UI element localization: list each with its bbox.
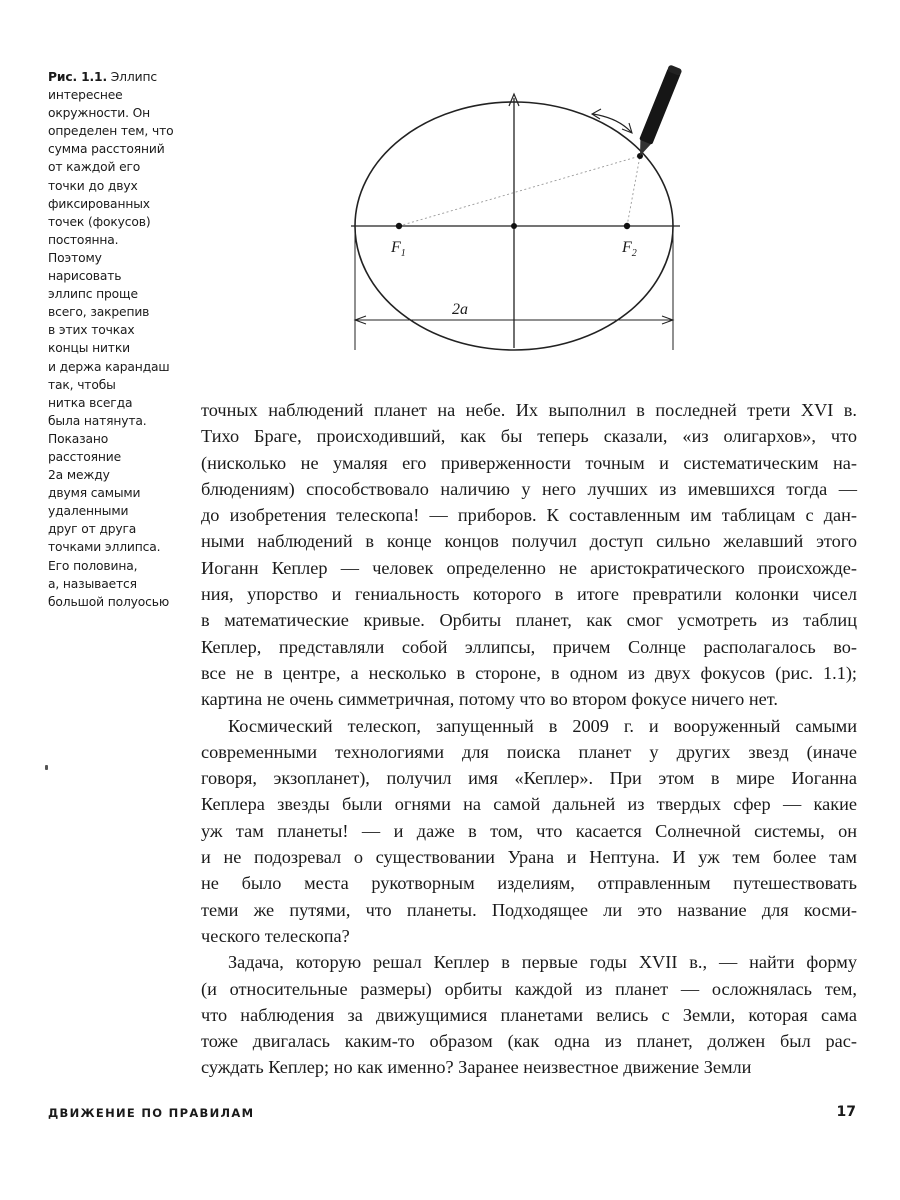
text-line: современными технологиями для поиска планет у других звезд (иначе bbox=[201, 741, 857, 762]
focus-point-2 bbox=[624, 223, 630, 229]
caption-line: фиксированных bbox=[48, 196, 150, 211]
caption-line: Поэтому bbox=[48, 250, 102, 265]
text-line: блюдениям) способствовало наличию у него лучших из имевшихся тогда — bbox=[201, 478, 857, 499]
caption-line: и держа карандаш bbox=[48, 359, 170, 374]
figure-caption bbox=[48, 68, 186, 611]
motion-arrow bbox=[593, 114, 631, 132]
text-line: ческого телескопа? bbox=[201, 925, 350, 946]
caption-line: большой полуосью bbox=[48, 594, 170, 609]
running-footer-title: ДВИЖЕНИЕ ПО ПРАВИЛАМ bbox=[48, 1106, 255, 1120]
text-line: Тихо Браге, происходивший, как бы теперь сказали, «из олигархов», что bbox=[201, 426, 857, 447]
print-speck bbox=[45, 765, 48, 770]
caption-line: всего, закрепив bbox=[48, 305, 150, 320]
caption-line: Показано bbox=[48, 431, 109, 446]
caption-line: a, называется bbox=[48, 576, 137, 591]
text-line: Кеплер, представляли собой эллипсы, причем Солнце располагалось во- bbox=[201, 636, 857, 657]
caption-line: 2a между bbox=[48, 468, 110, 483]
caption-line: эллипс проще bbox=[48, 287, 138, 302]
caption-line: расстояние bbox=[48, 449, 122, 464]
text-line: Задача, которую решал Кеплер в первые годы XVII в., — найти форму bbox=[228, 952, 857, 973]
text-line: ния, упорство и гениальность которого в итоге превратили колонки чисел bbox=[201, 584, 857, 605]
string-line-f1 bbox=[399, 156, 640, 226]
pencil-icon bbox=[634, 64, 683, 158]
caption-line: двумя самыми bbox=[48, 486, 141, 501]
text-line: уж там планеты! — и даже в том, что касается Солнечной системы, он bbox=[201, 820, 857, 841]
text-line: не было места рукотворным изделиям, отправленным путешествовать bbox=[201, 873, 857, 894]
focus-point-1 bbox=[396, 223, 402, 229]
text-line: тоже двигалась каким-то образом (как одна из планет, должен был рас- bbox=[201, 1031, 857, 1052]
text-line: до изобретения телескопа! — приборов. К составленным им таблицам с дан- bbox=[201, 505, 857, 526]
focus-label-2: $F_2$ bbox=[622, 239, 637, 259]
caption-line: окружности. Он bbox=[48, 106, 151, 121]
caption-line: точек (фокусов) bbox=[48, 214, 151, 229]
caption-line: определен тем, что bbox=[48, 124, 174, 139]
text-line: все не в центре, а несколько в стороне, в одном из двух фокусов (рис. 1.1); bbox=[201, 662, 857, 683]
ellipse-figure bbox=[335, 58, 705, 368]
text-line: ными наблюдений в конце концов получил доступ сильно желавший этого bbox=[201, 531, 857, 552]
caption-line: интереснее bbox=[48, 88, 123, 103]
caption-line: нарисовать bbox=[48, 269, 122, 284]
text-line: (и относительные размеры) орбиты каждой из планет — осложнялась тем, bbox=[201, 978, 857, 999]
focus-label-1: $F_1$ bbox=[391, 239, 406, 259]
text-line: суждать Кеплер; но как именно? Заранее неизвестное движение Земли bbox=[201, 1057, 752, 1078]
caption-line: была натянута. bbox=[48, 413, 147, 428]
main-text bbox=[201, 397, 857, 1081]
body-paragraph bbox=[201, 949, 857, 1080]
text-line: в математические кривые. Орбиты планет, как смог усмотреть из таблиц bbox=[201, 610, 857, 631]
body-paragraph bbox=[201, 397, 857, 713]
caption-line: сумма расстояний bbox=[48, 142, 165, 157]
caption-line: концы нитки bbox=[48, 341, 130, 356]
caption-line: точками эллипса. bbox=[48, 540, 161, 555]
caption-line: Его половина, bbox=[48, 558, 138, 573]
caption-line: удаленными bbox=[48, 504, 129, 519]
body-paragraph bbox=[201, 713, 857, 950]
caption-first-line bbox=[48, 68, 186, 86]
text-line: говоря, экзопланет), получил имя «Кеплер». При этом в мире Иоганна bbox=[201, 768, 857, 789]
caption-line: так, чтобы bbox=[48, 377, 116, 392]
text-line: картина не очень симметричная, потому что во втором фокусе ничего нет. bbox=[201, 689, 778, 710]
caption-line: нитка всегда bbox=[48, 395, 133, 410]
text-line: и не подозревал о существовании Урана и Нептуна. И уж тем более там bbox=[201, 847, 857, 868]
page-number: 17 bbox=[836, 1104, 856, 1120]
major-axis-label: 2a bbox=[452, 301, 468, 318]
text-line: (нисколько не умаляя его приверженности точным и систематическим на- bbox=[201, 452, 857, 473]
caption-line: точки до двух bbox=[48, 178, 138, 193]
caption-label: Рис. 1.1. bbox=[48, 70, 107, 84]
center-point bbox=[511, 223, 517, 229]
text-line: теми же путями, что планеты. Подходящее ли это название для косми- bbox=[201, 899, 857, 920]
text-line: Иоганн Кеплер — человек определенно не аристократического происхожде- bbox=[201, 557, 857, 578]
caption-line: друг от друга bbox=[48, 522, 137, 537]
caption-line: постоянна. bbox=[48, 232, 119, 247]
text-line: что наблюдения за движущимися планетами велись с Земли, которая сама bbox=[201, 1004, 857, 1025]
caption-line: Эллипс bbox=[106, 70, 157, 84]
caption-line: от каждой его bbox=[48, 160, 141, 175]
caption-line: в этих точках bbox=[48, 323, 135, 338]
text-line: Космический телескоп, запущенный в 2009 г. и вооруженный самыми bbox=[228, 715, 857, 736]
text-line: Кеплера звезды были огнями на самой дальней из твердых сфер — какие bbox=[201, 794, 857, 815]
string-line-f2 bbox=[627, 156, 640, 226]
text-line: точных наблюдений планет на небе. Их выполнил в последней трети XVI в. bbox=[201, 400, 857, 420]
